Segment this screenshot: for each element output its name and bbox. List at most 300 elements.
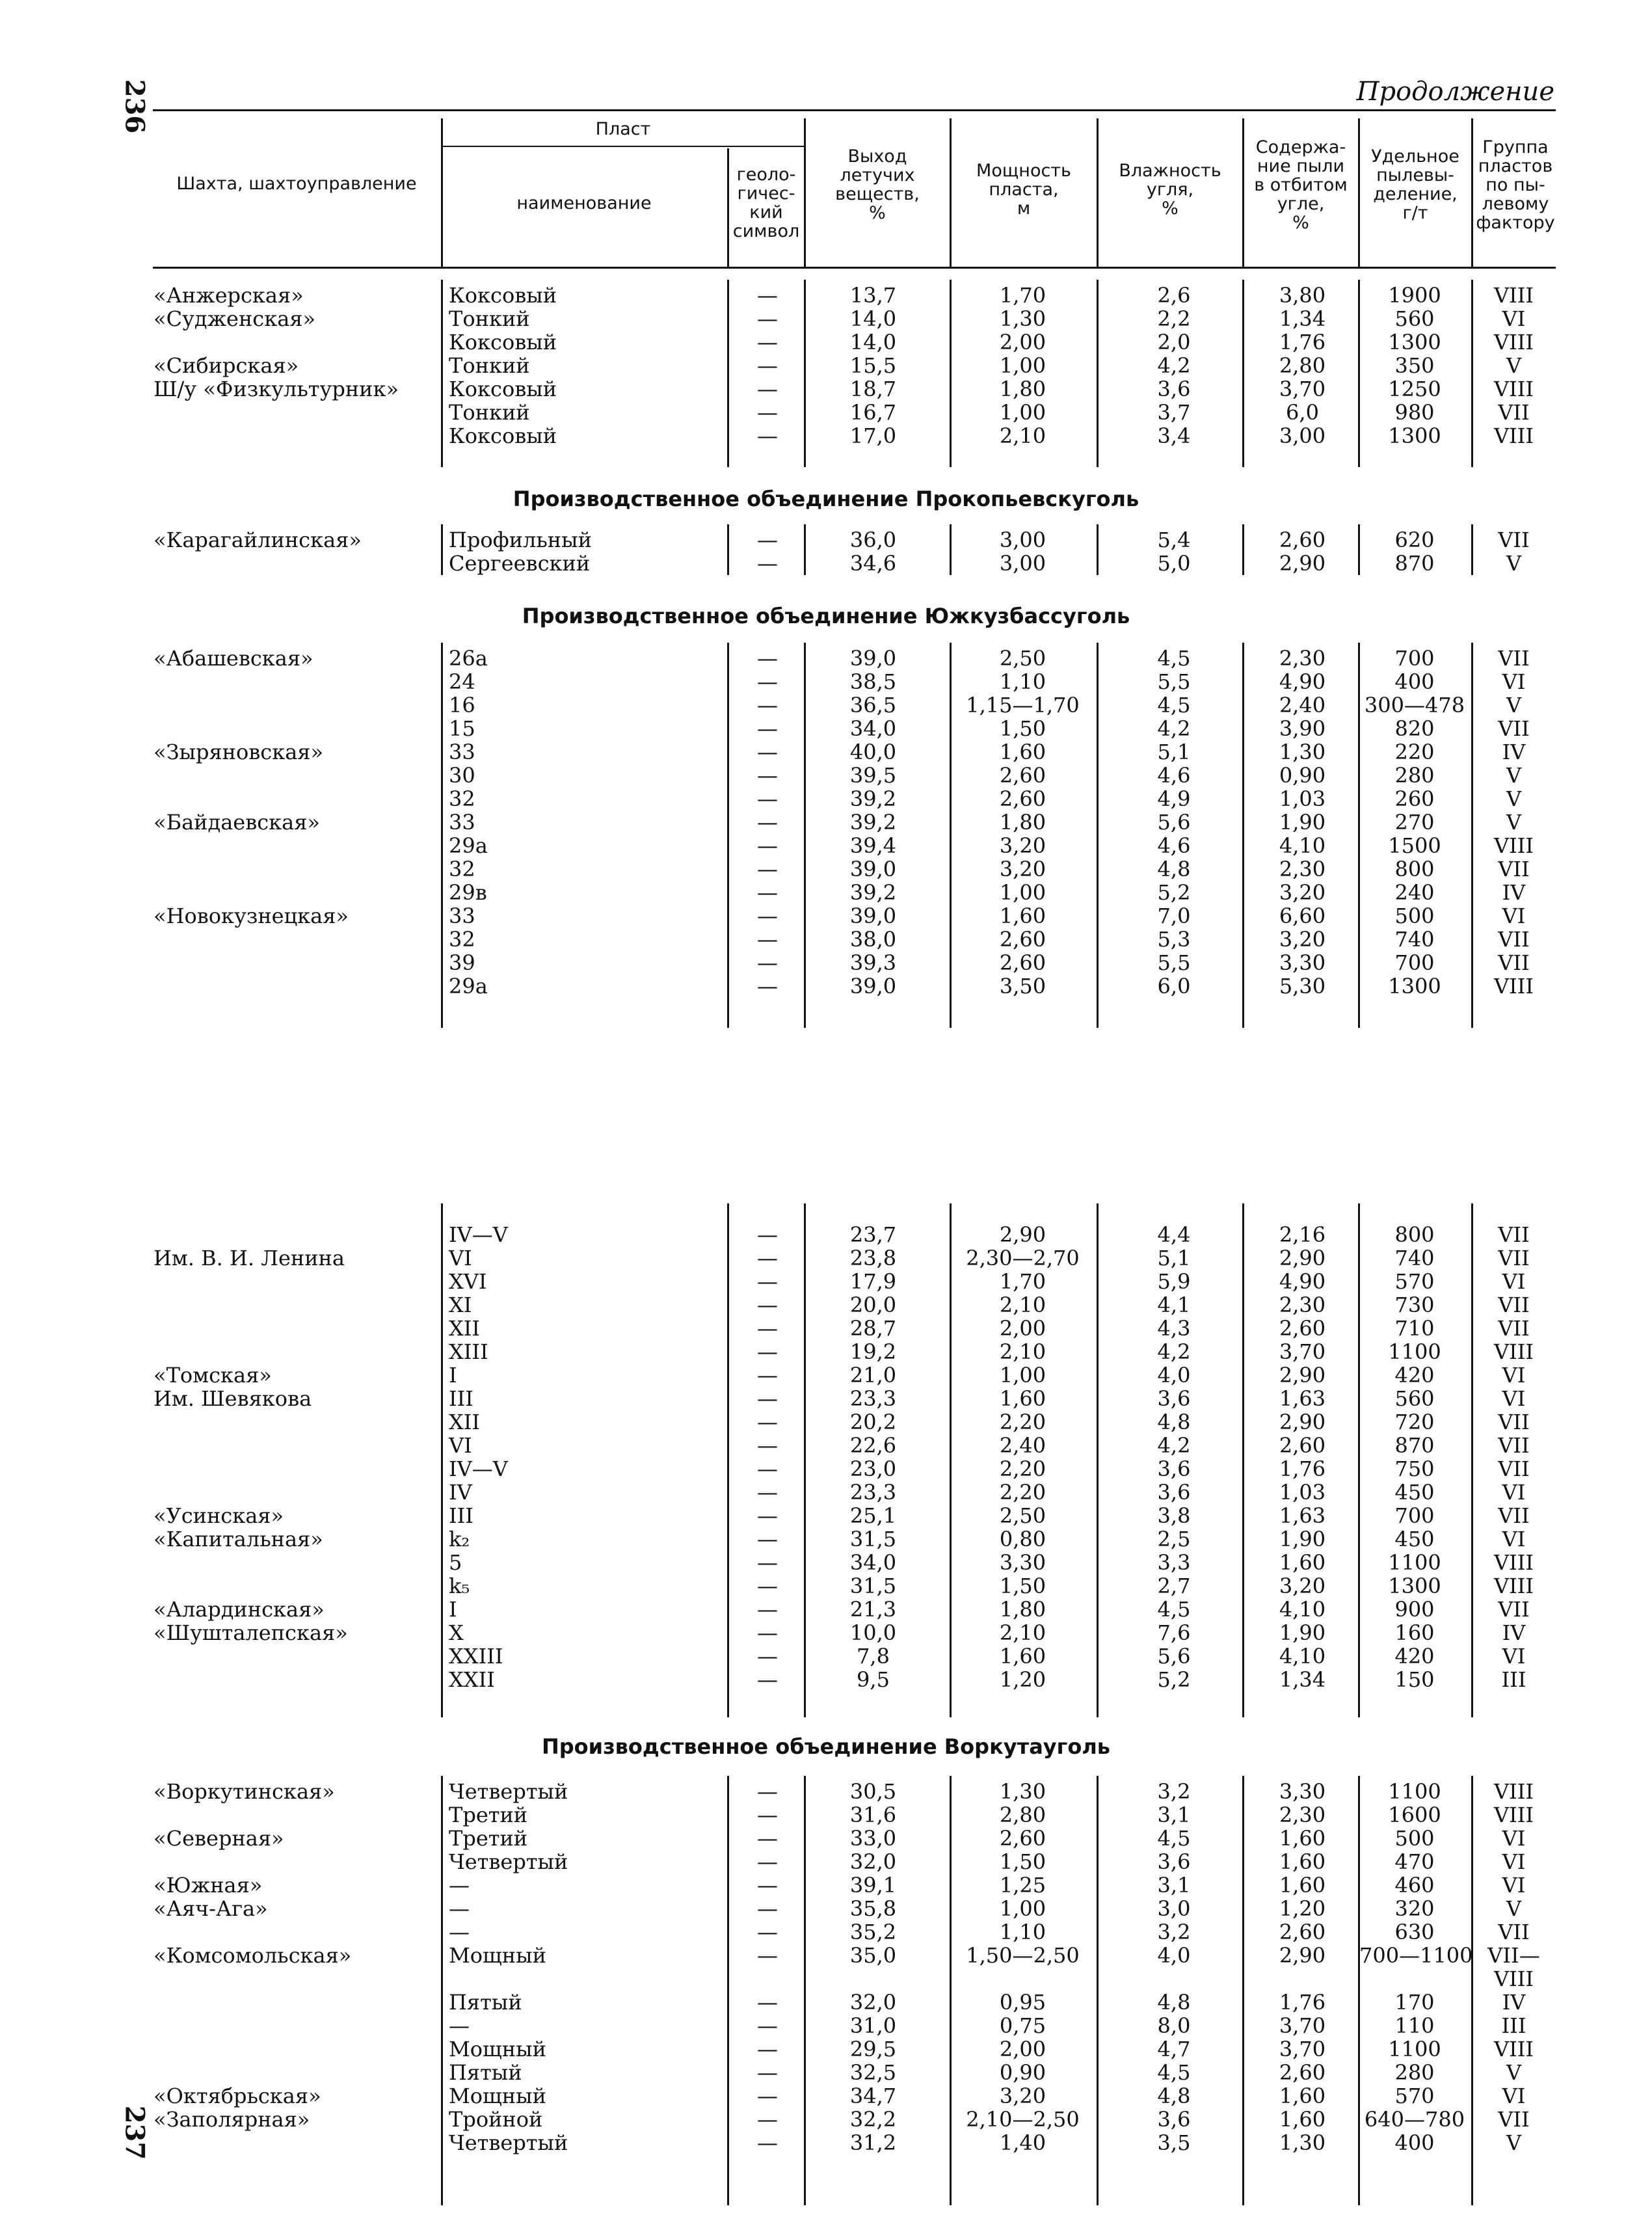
row-dust: 1,76: [1279, 330, 1326, 355]
row-thickness: 2,10: [999, 1620, 1046, 1645]
row-specific: 560: [1394, 306, 1435, 331]
table-row: [0, 2037, 1652, 2061]
row-seam-name: Третий: [449, 1803, 528, 1827]
row-thickness: 1,60: [999, 740, 1046, 764]
row-volatile: 35,8: [849, 1896, 897, 1921]
row-moisture: 4,8: [1157, 857, 1191, 881]
row-dust: 3,90: [1279, 716, 1326, 741]
row-seam-name: XI: [449, 1293, 472, 1317]
row-thickness: 1,00: [999, 1896, 1046, 1921]
row-specific: 1100: [1388, 1339, 1441, 1364]
row-dust: 2,60: [1279, 1316, 1326, 1341]
row-group: V: [1506, 2130, 1522, 2155]
row-specific: 730: [1394, 1293, 1435, 1317]
row-seam-name: 29а: [449, 833, 488, 858]
row-specific: 1100: [1388, 1779, 1441, 1804]
table-row: [0, 2061, 1652, 2084]
row-seam-symbol: —: [757, 904, 778, 928]
row-seam-name: IV—V: [449, 1222, 508, 1247]
table-row: [0, 1991, 1652, 2014]
row-group: VI: [1502, 904, 1526, 928]
row-mine: «Новокузнецкая»: [153, 904, 349, 928]
row-group: VI: [1502, 1873, 1526, 1898]
row-specific: 460: [1394, 1873, 1435, 1898]
header-dust: Содержа- ние пыли в отбитом угле, %: [1254, 137, 1348, 233]
row-dust: 6,0: [1286, 400, 1319, 425]
row-group: IV: [1502, 880, 1526, 905]
row-thickness: 1,15—1,70: [966, 693, 1080, 718]
row-thickness: 2,20: [999, 1410, 1046, 1434]
row-seam-symbol: —: [757, 786, 778, 811]
table-row: [0, 764, 1652, 787]
row-thickness: 2,60: [999, 927, 1046, 952]
row-mine: «Томская»: [153, 1363, 272, 1388]
table-row: [0, 377, 1652, 401]
row-seam-symbol: —: [757, 306, 778, 331]
row-volatile: 34,6: [849, 551, 897, 576]
row-seam-symbol: —: [757, 1363, 778, 1388]
table-row: [0, 1527, 1652, 1551]
row-group: VI: [1502, 1826, 1526, 1851]
row-dust: 5,30: [1279, 974, 1326, 999]
row-moisture: 3,4: [1157, 423, 1191, 448]
row-group: IV: [1502, 740, 1526, 764]
table-row: [0, 717, 1652, 740]
table-row: [0, 1293, 1652, 1317]
row-seam-symbol: —: [757, 1920, 778, 1944]
row-seam-symbol: —: [757, 810, 778, 835]
row-group: VIII: [1493, 1779, 1534, 1804]
row-mine: «Южная»: [153, 1873, 263, 1898]
row-seam-symbol: —: [757, 1667, 778, 1692]
row-group: VI: [1502, 1480, 1526, 1505]
row-seam-name: Тонкий: [449, 306, 530, 331]
row-moisture: 2,2: [1157, 306, 1191, 331]
row-seam-symbol: —: [757, 1574, 778, 1598]
row-dust: 1,30: [1279, 2130, 1326, 2155]
row-thickness: 1,80: [999, 377, 1046, 401]
row-seam-name: Мощный: [449, 1943, 546, 1968]
row-dust: 2,90: [1279, 1363, 1326, 1388]
row-seam-symbol: —: [757, 1896, 778, 1921]
row-specific: 280: [1394, 763, 1435, 788]
row-volatile: 39,2: [849, 810, 897, 835]
row-thickness: 1,80: [999, 810, 1046, 835]
row-moisture: 3,7: [1157, 400, 1191, 425]
table-row: [0, 1481, 1652, 1504]
row-dust: 4,10: [1279, 1597, 1326, 1622]
row-thickness: 1,20: [999, 1667, 1046, 1692]
row-dust: 1,20: [1279, 1896, 1326, 1921]
row-specific: 1500: [1388, 833, 1441, 858]
row-specific: 800: [1394, 857, 1435, 881]
row-seam-name: Коксовый: [449, 423, 557, 448]
row-seam-name: VI: [449, 1246, 472, 1270]
row-specific: 870: [1394, 551, 1435, 576]
row-dust: 3,20: [1279, 927, 1326, 952]
row-moisture: 4,9: [1157, 786, 1191, 811]
row-thickness: 1,00: [999, 400, 1046, 425]
table-row: [0, 1434, 1652, 1457]
row-thickness: 2,10—2,50: [966, 2107, 1080, 2132]
row-seam-name: Тонкий: [449, 400, 530, 425]
row-volatile: 39,3: [849, 950, 897, 975]
row-specific: 980: [1394, 400, 1435, 425]
row-seam-symbol: —: [757, 353, 778, 378]
row-moisture: 4,2: [1157, 1339, 1191, 1364]
row-moisture: 4,5: [1157, 693, 1191, 718]
row-thickness: 1,70: [999, 283, 1046, 308]
row-dust: 2,60: [1279, 528, 1326, 552]
row-specific: 560: [1394, 1386, 1435, 1411]
row-mine: «Северная»: [153, 1826, 284, 1851]
row-moisture: 4,6: [1157, 833, 1191, 858]
row-specific: 450: [1394, 1527, 1435, 1551]
row-volatile: 22,6: [849, 1433, 897, 1458]
row-seam-symbol: —: [757, 1550, 778, 1575]
row-group: VI: [1502, 1386, 1526, 1411]
row-thickness: 0,95: [999, 1990, 1046, 2015]
row-thickness: 2,60: [999, 1826, 1046, 1851]
row-volatile: 28,7: [849, 1316, 897, 1341]
table-row: [0, 904, 1652, 928]
row-seam-symbol: —: [757, 1293, 778, 1317]
row-specific: 1100: [1388, 1550, 1441, 1575]
row-seam-symbol: —: [757, 1316, 778, 1341]
row-thickness: 2,50: [999, 646, 1046, 671]
table-row: [0, 1850, 1652, 1873]
row-group: VIII: [1493, 2037, 1534, 2061]
header-bottom-rule: [153, 267, 1556, 269]
row-seam-symbol: —: [757, 1849, 778, 1874]
row-specific: 1900: [1388, 283, 1441, 308]
row-moisture: 5,2: [1157, 880, 1191, 905]
row-moisture: 3,2: [1157, 1920, 1191, 1944]
row-moisture: 2,7: [1157, 1574, 1191, 1598]
row-seam-name: Четвертый: [449, 2130, 568, 2155]
row-seam-symbol: —: [757, 1386, 778, 1411]
row-seam-name: IV—V: [449, 1456, 508, 1481]
row-specific: 1300: [1388, 974, 1441, 999]
row-specific: 1300: [1388, 330, 1441, 355]
row-moisture: 2,6: [1157, 283, 1191, 308]
row-group: VIII: [1493, 1574, 1534, 1598]
row-volatile: 14,0: [849, 306, 897, 331]
row-volatile: 39,2: [849, 786, 897, 811]
row-dust: 3,70: [1279, 2013, 1326, 2038]
row-group: V: [1506, 810, 1522, 835]
row-group: VII: [1498, 1503, 1530, 1528]
row-thickness: 1,00: [999, 1363, 1046, 1388]
row-specific: 270: [1394, 810, 1435, 835]
table-row: [0, 1387, 1652, 1410]
row-dust: 2,90: [1279, 1246, 1326, 1270]
row-group: VIII: [1493, 423, 1534, 448]
row-specific: 450: [1394, 1480, 1435, 1505]
table-row: [0, 1967, 1652, 1991]
row-seam-name: Мощный: [449, 2084, 546, 2108]
row-seam-symbol: —: [757, 1873, 778, 1898]
table-row: [0, 1598, 1652, 1621]
page-number-top: 236: [119, 79, 150, 134]
row-dust: 1,60: [1279, 1826, 1326, 1851]
row-volatile: 10,0: [849, 1620, 897, 1645]
row-thickness: 1,30: [999, 306, 1046, 331]
row-seam-name: Четвертый: [449, 1849, 568, 1874]
row-seam-symbol: —: [757, 693, 778, 718]
row-thickness: 3,00: [999, 528, 1046, 552]
row-group: V: [1506, 353, 1522, 378]
row-specific: 620: [1394, 528, 1435, 552]
row-dust: 2,90: [1279, 1410, 1326, 1434]
row-seam-name: Сергеевский: [449, 551, 591, 576]
row-volatile: 31,2: [849, 2130, 897, 2155]
row-volatile: 25,1: [849, 1503, 897, 1528]
row-moisture: 5,6: [1157, 810, 1191, 835]
row-thickness: 1,70: [999, 1269, 1046, 1294]
row-volatile: 29,5: [849, 2037, 897, 2061]
row-group: III: [1501, 1667, 1526, 1692]
row-seam-name: III: [449, 1386, 473, 1411]
row-volatile: 17,0: [849, 423, 897, 448]
row-volatile: 20,2: [849, 1410, 897, 1434]
row-seam-name: 32: [449, 786, 475, 811]
row-thickness: 3,00: [999, 551, 1046, 576]
row-seam-name: —: [449, 1873, 470, 1898]
row-dust: 1,03: [1279, 786, 1326, 811]
row-specific: 1100: [1388, 2037, 1441, 2061]
row-seam-symbol: —: [757, 1503, 778, 1528]
row-volatile: 23,8: [849, 1246, 897, 1270]
table-row: [0, 787, 1652, 811]
row-volatile: 39,5: [849, 763, 897, 788]
row-thickness: 1,50: [999, 716, 1046, 741]
row-moisture: 2,0: [1157, 330, 1191, 355]
table-row: [0, 1317, 1652, 1340]
row-volatile: 19,2: [849, 1339, 897, 1364]
row-moisture: 8,0: [1157, 2013, 1191, 2038]
row-moisture: 4,6: [1157, 763, 1191, 788]
row-seam-name: Четвертый: [449, 1779, 568, 1804]
row-specific: 700: [1394, 646, 1435, 671]
row-volatile: 23,7: [849, 1222, 897, 1247]
row-thickness: 2,20: [999, 1480, 1046, 1505]
row-seam-symbol: —: [757, 1480, 778, 1505]
table-row: [0, 1621, 1652, 1644]
row-thickness: 2,10: [999, 1293, 1046, 1317]
header-seam-name: наименование: [516, 193, 652, 213]
row-group: V: [1506, 763, 1522, 788]
table-row: [0, 1340, 1652, 1363]
table-row: [0, 1504, 1652, 1527]
row-thickness: 1,50: [999, 1849, 1046, 1874]
row-group: VII: [1498, 1293, 1530, 1317]
row-specific: 260: [1394, 786, 1435, 811]
row-thickness: 1,50—2,50: [966, 1943, 1080, 1968]
row-seam-name: I: [449, 1363, 457, 1388]
row-thickness: 1,10: [999, 1920, 1046, 1944]
table-row: [0, 2014, 1652, 2037]
table-row: [0, 1410, 1652, 1434]
row-dust: 3,00: [1279, 423, 1326, 448]
row-specific: 720: [1394, 1410, 1435, 1434]
row-group: VII: [1498, 528, 1530, 552]
row-seam-symbol: —: [757, 669, 778, 694]
row-moisture: 3,3: [1157, 1550, 1191, 1575]
row-dust: 2,60: [1279, 2060, 1326, 2085]
table-row: [0, 1644, 1652, 1668]
row-moisture: 4,3: [1157, 1316, 1191, 1341]
row-seam-name: 39: [449, 950, 475, 975]
row-group: VII: [1498, 400, 1530, 425]
row-seam-symbol: —: [757, 377, 778, 401]
table-row: [0, 1668, 1652, 1691]
row-seam-name: 16: [449, 693, 475, 718]
row-seam-symbol: —: [757, 2084, 778, 2108]
row-volatile: 33,0: [849, 1826, 897, 1851]
row-mine: «Октябрьская»: [153, 2084, 321, 2108]
table-row: [0, 354, 1652, 377]
row-seam-symbol: —: [757, 1433, 778, 1458]
row-seam-symbol: —: [757, 974, 778, 999]
row-specific: 570: [1394, 2084, 1435, 2108]
header-divider: [441, 118, 443, 267]
row-volatile: 32,0: [849, 1990, 897, 2015]
row-group: V: [1506, 551, 1522, 576]
row-moisture: 5,1: [1157, 740, 1191, 764]
row-group: VIII: [1493, 330, 1534, 355]
row-seam-name: XXII: [449, 1667, 495, 1692]
table-row: [0, 424, 1652, 448]
row-mine: «Воркутинская»: [153, 1779, 335, 1804]
table-row: [0, 881, 1652, 904]
row-thickness: 2,10: [999, 423, 1046, 448]
row-volatile: 34,0: [849, 1550, 897, 1575]
row-dust: 1,90: [1279, 810, 1326, 835]
row-moisture: 4,8: [1157, 1410, 1191, 1434]
row-dust: 1,76: [1279, 1456, 1326, 1481]
row-seam-name: k₅: [449, 1574, 470, 1598]
row-seam-name: 29а: [449, 974, 488, 999]
row-thickness: 0,90: [999, 2060, 1046, 2085]
header-volatile: Выход летучих веществ, %: [835, 146, 920, 223]
row-thickness: 3,20: [999, 833, 1046, 858]
row-volatile: 35,0: [849, 1943, 897, 1968]
row-moisture: 4,5: [1157, 646, 1191, 671]
row-seam-symbol: —: [757, 1943, 778, 1968]
row-mine: «Заполярная»: [153, 2107, 310, 2132]
row-group: III: [1501, 2013, 1526, 2038]
row-moisture: 3,6: [1157, 1386, 1191, 1411]
row-mine: «Абашевская»: [153, 646, 313, 671]
row-thickness: 2,80: [999, 1803, 1046, 1827]
row-group: VII: [1498, 1433, 1530, 1458]
row-volatile: 32,0: [849, 1849, 897, 1874]
row-dust: 2,30: [1279, 1803, 1326, 1827]
table-row: [0, 330, 1652, 354]
row-moisture: 4,7: [1157, 2037, 1191, 2061]
row-dust: 4,90: [1279, 1269, 1326, 1294]
row-volatile: 31,6: [849, 1803, 897, 1827]
row-specific: 160: [1394, 1620, 1435, 1645]
row-thickness: 1,10: [999, 669, 1046, 694]
row-seam-symbol: —: [757, 2107, 778, 2132]
row-dust: 3,30: [1279, 950, 1326, 975]
row-seam-name: 33: [449, 740, 475, 764]
row-volatile: 21,3: [849, 1597, 897, 1622]
row-thickness: 1,00: [999, 353, 1046, 378]
row-group: V: [1506, 2060, 1522, 2085]
row-moisture: 5,0: [1157, 551, 1191, 576]
row-seam-symbol: —: [757, 2130, 778, 2155]
row-seam-symbol: —: [757, 880, 778, 905]
row-volatile: 14,0: [849, 330, 897, 355]
table-row: [0, 1920, 1652, 1944]
row-moisture: 5,6: [1157, 1644, 1191, 1669]
row-group: VIII: [1493, 377, 1534, 401]
header-seam-symbol: геоло- гичес- кий символ: [732, 165, 800, 241]
row-mine: «Алардинская»: [153, 1597, 325, 1622]
row-dust: 1,34: [1279, 1667, 1326, 1692]
row-seam-symbol: —: [757, 763, 778, 788]
row-mine: Ш/у «Физкультурник»: [153, 377, 399, 401]
row-specific: 820: [1394, 716, 1435, 741]
row-volatile: 23,0: [849, 1456, 897, 1481]
row-thickness: 0,80: [999, 1527, 1046, 1551]
row-moisture: 6,0: [1157, 974, 1191, 999]
row-group: VIII: [1493, 1966, 1534, 1991]
row-seam-symbol: —: [757, 1620, 778, 1645]
table-row: [0, 2084, 1652, 2108]
row-volatile: 20,0: [849, 1293, 897, 1317]
row-seam-name: 32: [449, 857, 475, 881]
row-specific: 220: [1394, 740, 1435, 764]
row-dust: 2,90: [1279, 551, 1326, 576]
row-group: VI: [1502, 1269, 1526, 1294]
row-thickness: 2,00: [999, 2037, 1046, 2061]
row-moisture: 5,4: [1157, 528, 1191, 552]
row-seam-symbol: —: [757, 927, 778, 952]
row-volatile: 21,0: [849, 1363, 897, 1388]
row-seam-symbol: —: [757, 528, 778, 552]
row-volatile: 31,5: [849, 1574, 897, 1598]
table-row: [0, 552, 1652, 575]
row-seam-symbol: —: [757, 283, 778, 308]
row-mine: «Судженская»: [153, 306, 316, 331]
row-volatile: 39,0: [849, 974, 897, 999]
row-seam-name: XII: [449, 1316, 481, 1341]
row-mine: «Аяч-Ага»: [153, 1896, 268, 1921]
row-thickness: 1,60: [999, 1386, 1046, 1411]
row-moisture: 3,5: [1157, 2130, 1191, 2155]
table-row: [0, 1551, 1652, 1574]
row-seam-name: IV: [449, 1480, 472, 1505]
row-moisture: 3,8: [1157, 1503, 1191, 1528]
row-specific: 470: [1394, 1849, 1435, 1874]
row-moisture: 5,1: [1157, 1246, 1191, 1270]
row-specific: 740: [1394, 927, 1435, 952]
row-dust: 2,30: [1279, 646, 1326, 671]
row-seam-symbol: —: [757, 646, 778, 671]
row-dust: 6,60: [1279, 904, 1326, 928]
header-moisture: Влажность угля, %: [1119, 161, 1221, 219]
row-thickness: 3,50: [999, 974, 1046, 999]
row-group: VII: [1498, 1246, 1530, 1270]
row-dust: 1,60: [1279, 1849, 1326, 1874]
table-row: [0, 2131, 1652, 2154]
row-seam-name: III: [449, 1503, 473, 1528]
row-thickness: 1,30: [999, 1779, 1046, 1804]
